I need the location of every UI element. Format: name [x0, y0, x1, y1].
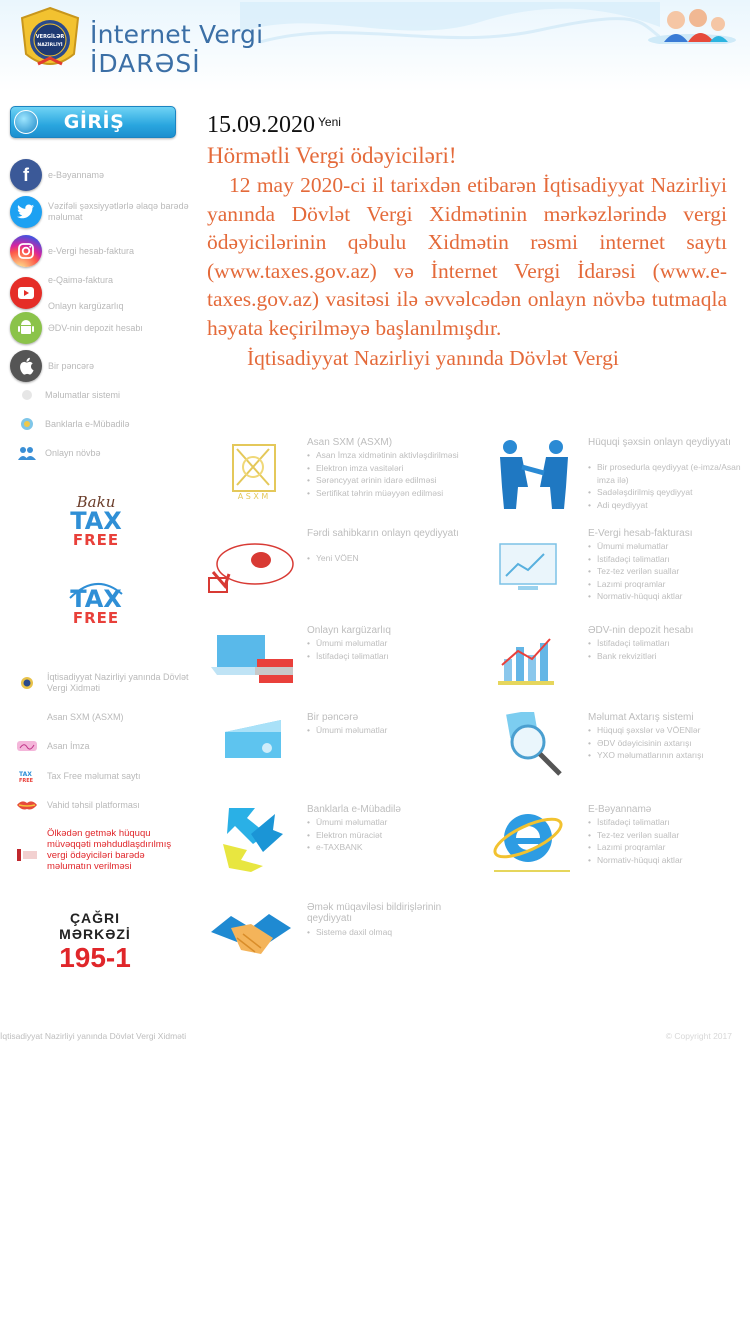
taxfree-free: FREE [72, 609, 120, 627]
sidebar-small-item-banklar[interactable] [10, 415, 195, 433]
news-paragraph: 12 may 2020-ci il tarixdən etibarən İqtisadiyyat Nazirliyi yanında Dövlət Vergi Xidmətinin mərkəzlərində vergi ödəyicilərinin qəbulu Xidmətin rəsmi internet saytı (www.taxes.gov.az) və İnternet Vergi İdarəsi (www.e-taxes.gov.az) vasitəsi ilə əvvəlcədən onlayn növbə tutmaqla həyata keçirilməyə başlanılmışdır. [207, 173, 727, 340]
service-title: Əmək müqaviləsi bildirişlərinin qeydiyyatı [307, 902, 442, 924]
logo-bottom-text: NAZİRLİYİ [37, 43, 63, 48]
sidebar-item-label: e-Qaimə-faktura [48, 274, 114, 285]
lips-icon [15, 796, 39, 814]
magnifier-icon [488, 712, 578, 792]
service-link[interactable]: • İstifadəçi təlimatları [588, 816, 750, 829]
news-date: 15.09.2020 [207, 112, 315, 138]
service-ferdi-sahibkar[interactable] [207, 528, 477, 618]
service-links [588, 637, 750, 662]
facebook-icon: f [10, 159, 42, 191]
service-link[interactable]: • Sistemə daxil olmaq [307, 926, 477, 939]
sidebar-small-item-label: Məlumatlar sistemi [45, 389, 121, 400]
taxfree-logo[interactable] [60, 578, 132, 644]
news-block [207, 112, 727, 397]
service-link[interactable]: • Normativ-hüquqi aktlar [588, 854, 750, 867]
emblem-icon [15, 674, 39, 692]
sidebar-item-label: e-Vergi hesab-faktura [48, 245, 135, 256]
link-label: Tax Free məlumat saytı [47, 770, 141, 781]
youtube-icon [10, 277, 42, 309]
service-title: ƏDV-nin depozit hesabı [588, 625, 694, 636]
kids-illustration [646, 4, 738, 44]
call-center-line2: MƏRKƏZİ [59, 926, 131, 942]
service-link[interactable]: • Tez-tez verilən suallar [588, 829, 750, 842]
sidebar-item-e-vergi-hesab[interactable] [10, 235, 195, 267]
asan-imza-icon [15, 737, 39, 755]
service-title: E-Vergi hesab-fakturası [588, 528, 693, 539]
service-title: E-Bəyannamə [588, 804, 652, 815]
service-links [307, 816, 477, 854]
service-banklarla-mubadile[interactable] [207, 804, 477, 894]
service-link[interactable]: • Ümumi məlumatlar [307, 816, 477, 829]
service-link[interactable]: • Bank rekvizitləri [588, 650, 750, 663]
service-link[interactable]: • Yeni VÖEN [307, 552, 477, 565]
service-links [588, 816, 750, 866]
sidebar-item-e-beyanname[interactable] [10, 159, 195, 191]
link-label: Asan İmza [47, 740, 90, 751]
service-links [307, 926, 477, 939]
service-link[interactable]: • Elektron müraciət [307, 829, 477, 842]
call-center-number: 195-1 [59, 942, 131, 973]
svg-text:FREE: FREE [19, 778, 34, 783]
handshake-people-icon [488, 437, 578, 517]
service-link[interactable]: • Sertifikat təhrin müəyyən edilməsi [307, 487, 477, 500]
service-links [307, 637, 477, 662]
sidebar-small-item-novbe[interactable] [10, 444, 195, 462]
sidebar-small-item-label: Banklarla e-Mübadilə [45, 418, 130, 429]
service-link[interactable]: • Ümumi məlumatlar [307, 724, 477, 737]
header-decoration [240, 2, 660, 52]
info-icon [15, 386, 39, 404]
sidebar-item-bir-pencere[interactable] [10, 350, 195, 382]
taxfree-tax: TAX [70, 585, 122, 613]
sidebar-small-item-label: Onlayn növbə [45, 447, 101, 458]
service-links [588, 540, 750, 603]
tax-ministry-logo[interactable] [18, 6, 82, 76]
sidebar-item-label: Onlayn kargüzarlıq [48, 301, 124, 311]
service-bir-pencere[interactable] [207, 712, 477, 802]
service-links [307, 449, 477, 499]
login-button[interactable] [10, 106, 176, 138]
taxfree-free: FREE [72, 531, 120, 549]
sidebar-small-item-melumat[interactable] [10, 386, 195, 404]
service-title: Bir pəncərə [307, 712, 359, 723]
link-olkeden-getmek[interactable] [10, 828, 195, 872]
service-link[interactable]: • YXO məlumatlarının axtarışı [588, 749, 750, 762]
link-label: İqtisadiyyat Nazirliyi yanında Dövlət Vergi Xidməti [47, 672, 189, 693]
site-title-line2: İDARƏSİ [90, 49, 201, 78]
service-title: Fərdi sahibkarın onlayn qeydiyyatı [307, 528, 459, 539]
service-melumat-axtaris[interactable] [488, 712, 750, 802]
news-badge: Yeni [318, 115, 341, 129]
handshake-icon [207, 902, 297, 982]
arrows-icon [207, 804, 297, 884]
service-link[interactable]: • Lazımi proqramlar [588, 578, 750, 591]
blank-icon [15, 708, 39, 726]
service-title: Məlumat Axtarış sistemi [588, 712, 694, 723]
service-title: Hüquqi şəxsin onlayn qeydiyyatı [588, 437, 731, 448]
service-link[interactable]: • Normativ-hüquqi aktlar [588, 590, 750, 603]
footer-copyright: © Copyright 2017 [665, 1031, 732, 1041]
call-center-line1: ÇAĞRI [69, 910, 121, 926]
taxfree-tax: TAX [70, 507, 122, 535]
service-emek-muqavilesi[interactable] [207, 902, 477, 982]
link-label: Asan SXM (ASXM) [47, 711, 124, 722]
link-label: Vahid təhsil platforması [47, 799, 140, 810]
site-title-line1: İnternet Vergi [90, 20, 264, 49]
link-asan-imza[interactable] [10, 737, 195, 755]
service-links [588, 461, 750, 511]
service-link[interactable]: • Sərəncyyat ərinin idarə edilməsi [307, 474, 477, 487]
call-center[interactable] [40, 910, 150, 974]
service-links [588, 724, 750, 762]
service-links [307, 724, 477, 737]
service-link[interactable]: • Ümumi məlumatlar [588, 540, 750, 553]
service-link[interactable]: • Bir prosedurla qeydiyyat (e-imza/Asan imza ilə) [588, 461, 750, 486]
sidebar-item-onlayn-karguzarliq[interactable] [10, 273, 195, 312]
service-link[interactable]: • İstifadəçi təlimatları [588, 553, 750, 566]
service-e-beyanname[interactable] [488, 804, 750, 894]
asxm-icon [207, 437, 297, 517]
link-asxm[interactable] [10, 708, 195, 726]
service-links [307, 552, 477, 565]
service-asxm[interactable] [207, 437, 477, 527]
logo-top-text: VERGİLƏR [35, 34, 65, 40]
service-link[interactable]: • Tez-tez verilən suallar [588, 565, 750, 578]
service-e-vergi-hesab-faktura[interactable] [488, 528, 750, 618]
service-link[interactable]: • ƏDV ödəyicisinin axtarışı [588, 737, 750, 750]
chart-monitor-icon [488, 528, 578, 608]
service-onlayn-karguzarliq[interactable] [207, 625, 477, 715]
ie-icon [488, 804, 578, 884]
sidebar-item-label: Vəzifəli şəxsiyyətlərlə əlaqə barədə məlumat [48, 201, 189, 222]
flag-icon [15, 846, 39, 864]
login-button-label: GİRİŞ [63, 111, 125, 133]
link-taxfree-info[interactable] [10, 767, 195, 785]
apple-icon [10, 350, 42, 382]
window-icon [207, 712, 297, 792]
service-link[interactable]: • Lazımi proqramlar [588, 841, 750, 854]
footer-copyright-org: İqtisadiyyat Nazirliyi yanında Dövlət Vergi Xidməti [0, 1031, 187, 1041]
taxfree-small-icon [15, 767, 39, 785]
service-title: Banklarla e-Mübadilə [307, 804, 401, 815]
news-headline: Hörmətli Vergi ödəyiciləri! [207, 143, 457, 168]
link-tehsil[interactable] [10, 796, 195, 814]
sidebar-item-vezifeli[interactable] [10, 196, 195, 228]
bar-chart-icon [488, 625, 578, 705]
service-link[interactable]: • Hüquqi şəxslər və VÖENlər [588, 724, 750, 737]
service-title: Asan SXM (ASXM) [307, 437, 393, 448]
service-link[interactable]: • Asan İmza xidmətinin aktivləşdirilməsi [307, 449, 477, 462]
service-link[interactable]: • Ümumi məlumatlar [307, 637, 477, 650]
sidebar-item-label: e-Bəyannamə [48, 169, 105, 180]
mouse-check-icon [207, 528, 297, 608]
people-icon [15, 444, 39, 462]
twitter-icon [10, 196, 42, 228]
service-link[interactable]: • Elektron imza vasitələri [307, 462, 477, 475]
service-huquqi-qeydiyyat[interactable] [488, 437, 750, 527]
sidebar-item-label: ƏDV-nin depozit hesabı [48, 322, 143, 333]
link-dvx[interactable] [10, 672, 195, 694]
link-label: Ölkədən getmək hüququ müvəqqəti məhdudlaşdırılmış vergi ödəyiciləri barədə məlumatın verilməsi [47, 828, 172, 872]
news-paragraph-2: İqtisadiyyat Nazirliyi yanında Dövlət Vergi [247, 346, 619, 370]
sidebar-item-label: Bir pəncərə [48, 360, 95, 371]
service-link[interactable]: • İstifadəçi təlimatları [307, 650, 477, 663]
svg-text:A S X M: A S X M [237, 492, 269, 501]
service-link[interactable]: • e-TAXBANK [307, 841, 477, 854]
android-icon [10, 312, 42, 344]
service-link[interactable]: • İstifadəçi təlimatları [588, 637, 750, 650]
service-edv-depozit[interactable] [488, 625, 750, 715]
svg-text:TAX: TAX [19, 771, 32, 778]
service-link[interactable]: • Adi qeydiyyat [588, 499, 750, 512]
laptop-books-icon [207, 625, 297, 705]
service-title: Onlayn kargüzarlıq [307, 625, 391, 636]
bank-icon [15, 415, 39, 433]
instagram-icon [10, 235, 42, 267]
taxfree-brand: Baku [76, 493, 116, 511]
service-link[interactable]: • Sadələşdirilmiş qeydiyyat [588, 486, 750, 499]
baku-taxfree-logo[interactable] [60, 494, 132, 560]
sidebar-item-edv-depozit[interactable] [10, 312, 195, 344]
header [0, 0, 750, 92]
